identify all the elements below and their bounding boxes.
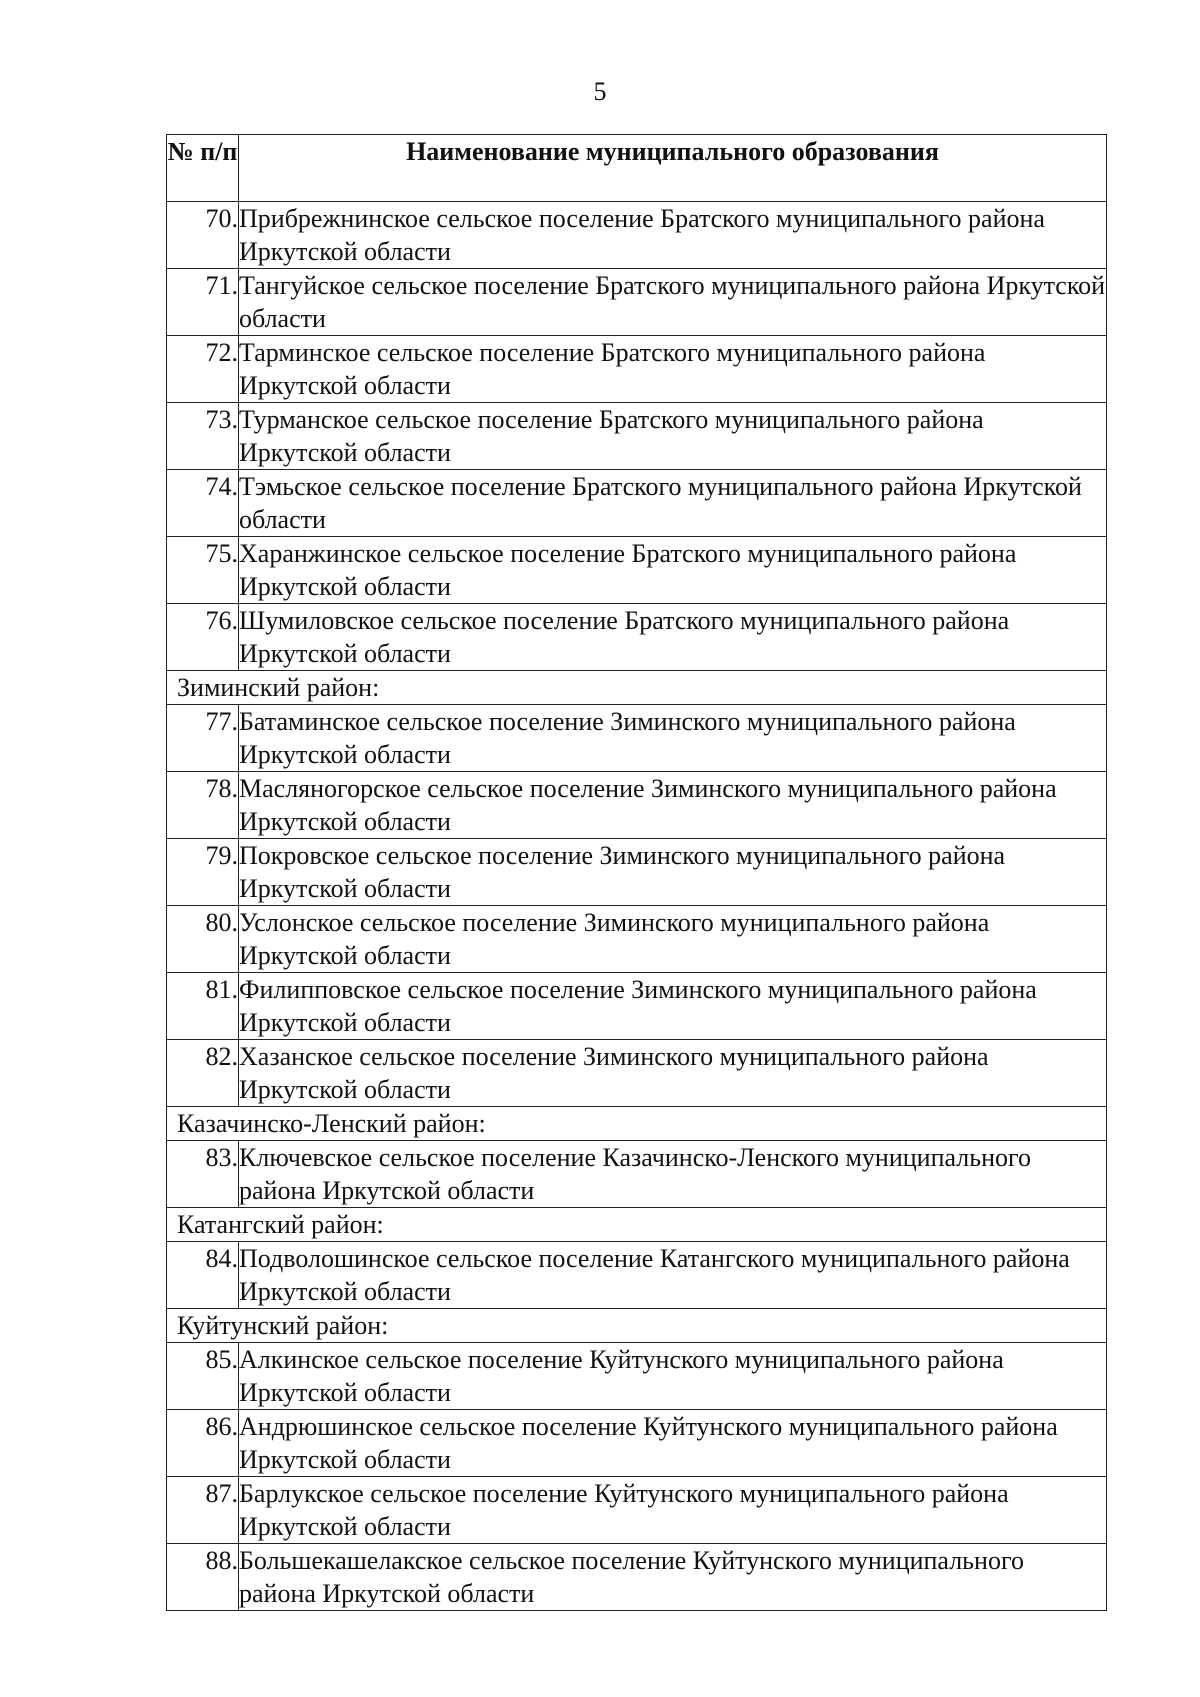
row-name: Шумиловское сельское поселение Братского муниципального района Иркутской области bbox=[239, 604, 1107, 671]
row-name: Хазанское сельское поселение Зиминского муниципального района Иркутской области bbox=[239, 1040, 1107, 1107]
row-number: 88. bbox=[167, 1544, 239, 1611]
row-name: Харанжинское сельское поселение Братского муниципального района Иркутской области bbox=[239, 537, 1107, 604]
row-number: 78. bbox=[167, 772, 239, 839]
row-name: Подволошинское сельское поселение Катангского муниципального района Иркутской области bbox=[239, 1242, 1107, 1309]
row-name: Филипповское сельское поселение Зиминского муниципального района Иркутской области bbox=[239, 973, 1107, 1040]
row-name: Батаминское сельское поселение Зиминского муниципального района Иркутской области bbox=[239, 705, 1107, 772]
table-row bbox=[167, 470, 1107, 537]
section-label: Куйтунский район: bbox=[167, 1309, 1107, 1343]
row-number: 85. bbox=[167, 1343, 239, 1410]
page-number: 5 bbox=[593, 77, 607, 106]
section-label: Казачинско-Ленский район: bbox=[167, 1107, 1107, 1141]
table-row bbox=[167, 906, 1107, 973]
table-row bbox=[167, 973, 1107, 1040]
row-name: Тэмьское сельское поселение Братского муниципального района Иркутской области bbox=[239, 470, 1107, 537]
section-row bbox=[167, 1107, 1107, 1141]
row-number: 71. bbox=[167, 269, 239, 336]
row-name: Покровское сельское поселение Зиминского муниципального района Иркутской области bbox=[239, 839, 1107, 906]
row-number: 81. bbox=[167, 973, 239, 1040]
table-header-row bbox=[167, 135, 1107, 202]
table-row bbox=[167, 269, 1107, 336]
row-number: 82. bbox=[167, 1040, 239, 1107]
table-row bbox=[167, 1544, 1107, 1611]
table-row bbox=[167, 403, 1107, 470]
table-row bbox=[167, 1410, 1107, 1477]
municipal-entities-table bbox=[166, 134, 1107, 1611]
row-name: Андрюшинское сельское поселение Куйтунского муниципального района Иркутской области bbox=[239, 1410, 1107, 1477]
row-number: 75. bbox=[167, 537, 239, 604]
row-number: 84. bbox=[167, 1242, 239, 1309]
section-row bbox=[167, 1309, 1107, 1343]
table-row bbox=[167, 1343, 1107, 1410]
row-number: 79. bbox=[167, 839, 239, 906]
row-number: 83. bbox=[167, 1141, 239, 1208]
table-row bbox=[167, 1040, 1107, 1107]
row-number: 76. bbox=[167, 604, 239, 671]
row-number: 87. bbox=[167, 1477, 239, 1544]
table-row bbox=[167, 839, 1107, 906]
row-name: Масляногорское сельское поселение Зиминского муниципального района Иркутской области bbox=[239, 772, 1107, 839]
header-number: № п/п bbox=[167, 135, 239, 202]
row-number: 74. bbox=[167, 470, 239, 537]
row-number: 77. bbox=[167, 705, 239, 772]
row-number: 73. bbox=[167, 403, 239, 470]
table-row bbox=[167, 1242, 1107, 1309]
row-name: Услонское сельское поселение Зиминского муниципального района Иркутской области bbox=[239, 906, 1107, 973]
section-label: Зиминский район: bbox=[167, 671, 1107, 705]
row-name: Тангуйское сельское поселение Братского муниципального района Иркутской области bbox=[239, 269, 1107, 336]
row-name: Барлукское сельское поселение Куйтунского муниципального района Иркутской области bbox=[239, 1477, 1107, 1544]
row-number: 72. bbox=[167, 336, 239, 403]
section-row bbox=[167, 1208, 1107, 1242]
table-row bbox=[167, 604, 1107, 671]
row-name: Турманское сельское поселение Братского муниципального района Иркутской области bbox=[239, 403, 1107, 470]
table-row bbox=[167, 202, 1107, 269]
table-row bbox=[167, 1477, 1107, 1544]
row-number: 86. bbox=[167, 1410, 239, 1477]
row-name: Прибрежнинское сельское поселение Братского муниципального района Иркутской области bbox=[239, 202, 1107, 269]
table-row bbox=[167, 537, 1107, 604]
row-name: Тарминское сельское поселение Братского муниципального района Иркутской области bbox=[239, 336, 1107, 403]
row-name: Алкинское сельское поселение Куйтунского муниципального района Иркутской области bbox=[239, 1343, 1107, 1410]
table-row bbox=[167, 772, 1107, 839]
table-row bbox=[167, 705, 1107, 772]
section-label: Катангский район: bbox=[167, 1208, 1107, 1242]
row-name: Большекашелакское сельское поселение Куйтунского муниципального района Иркутской области bbox=[239, 1544, 1107, 1611]
row-number: 70. bbox=[167, 202, 239, 269]
header-name: Наименование муниципального образования bbox=[239, 135, 1107, 202]
table-row bbox=[167, 1141, 1107, 1208]
row-name: Ключевское сельское поселение Казачинско-Ленского муниципального района Иркутской области bbox=[239, 1141, 1107, 1208]
section-row bbox=[167, 671, 1107, 705]
row-number: 80. bbox=[167, 906, 239, 973]
table-row bbox=[167, 336, 1107, 403]
table-body bbox=[167, 202, 1107, 1611]
